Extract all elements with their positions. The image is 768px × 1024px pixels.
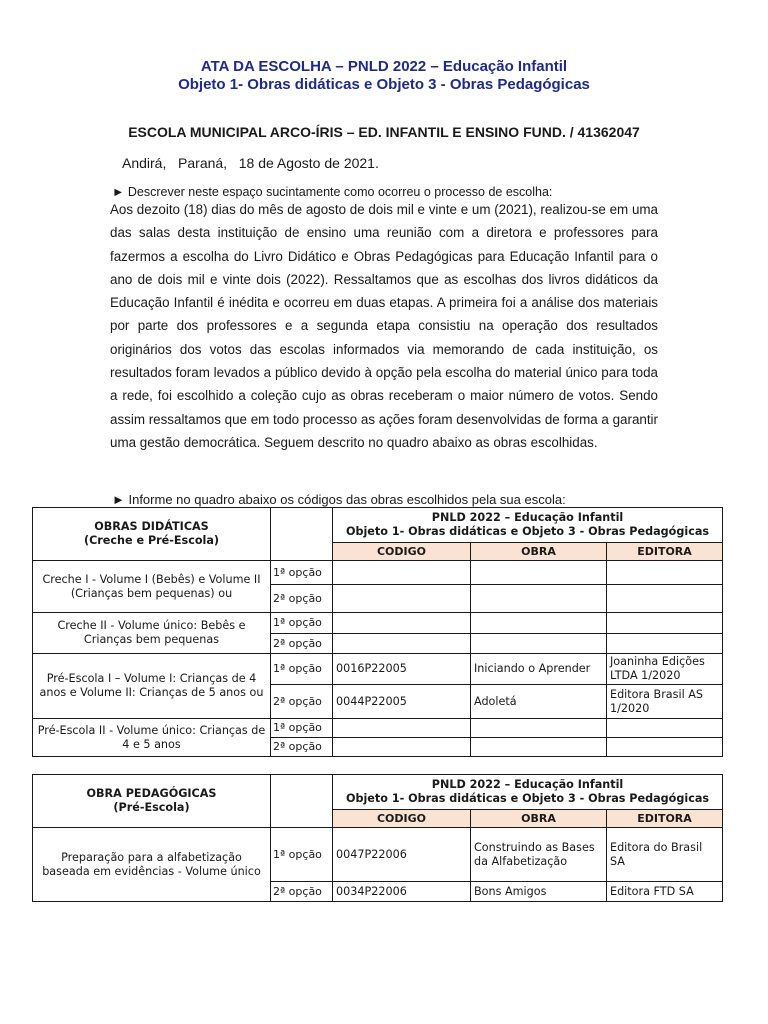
- codigo-cell: 0034P22006: [333, 882, 471, 902]
- codigo-cell: [333, 585, 471, 613]
- codigo-cell: [333, 613, 471, 634]
- work-name: Pré-Escola II - Volume único: Crianças de 4 e 5 anos: [33, 719, 271, 757]
- process-instruction: ► Descrever neste espaço sucintamente como ocorreu o processo de escolha:: [112, 185, 553, 199]
- obra-cell: [471, 613, 607, 634]
- editora-cell: Editora FTD SA: [607, 882, 723, 902]
- pnld-header-line1: PNLD 2022 – Educação Infantil: [431, 511, 624, 524]
- option-label: 2ª opção: [271, 738, 333, 757]
- obra-cell: Bons Amigos: [471, 882, 607, 902]
- editora-cell: [607, 719, 723, 738]
- pnld-header: [333, 508, 723, 543]
- table-row: [33, 828, 723, 882]
- pedagogical-works-table: [32, 774, 723, 902]
- table-row: [33, 719, 723, 738]
- col-editora: EDITORA: [607, 543, 723, 561]
- codigo-cell: 0047P22006: [333, 828, 471, 882]
- work-name: Preparação para a alfabetização baseada em evidências - Volume único: [33, 828, 271, 902]
- codigo-cell: 0016P22005: [333, 654, 471, 685]
- editora-cell: [607, 738, 723, 757]
- didactic-section-header: [33, 508, 271, 561]
- col-editora: EDITORA: [607, 810, 723, 828]
- option-label: 1ª opção: [271, 561, 333, 585]
- editora-cell: [607, 561, 723, 585]
- process-description: Aos dezoito (18) dias do mês de agosto de dois mil e vinte e um (2021), realizou-se em uma das salas desta instituição de ensino uma reunião com a diretora e professores para fazermos a escolha do Livro Didático e Obras Pedagógicas para Educação Infantil para o ano de dois mil e vinte dois (2022). Ressaltamos que as escolhas dos livros didáticos da Educação Infantil é inédita e ocorreu em duas etapas. A primeira foi a análise dos materiais por parte dos professores e a segunda etapa consistiu na operação dos resultados originários dos votos das escolas informados via memorando de cada instituição, os resultados foram levados a público devido à opção pela escolha do material único para toda a rede, foi escolhido a coleção cujo as obras receberam o maior número de votos. Sendo assim ressaltamos que em todo processo as ações foram desenvolvidas de forma a garantir uma gestão democrática. Seguem descrito no quadro abaixo as obras escolhidas.: [110, 202, 658, 450]
- codigo-cell: [333, 719, 471, 738]
- option-label: 1ª opção: [271, 719, 333, 738]
- option-label: 2ª opção: [271, 685, 333, 719]
- pedagogical-section-title: OBRA PEDAGÓGICAS: [86, 787, 217, 800]
- table-row: [33, 654, 723, 685]
- work-name: Creche II - Volume único: Bebês e Crianças bem pequenas: [33, 613, 271, 654]
- obra-cell: [471, 738, 607, 757]
- col-obra: OBRA: [471, 543, 607, 561]
- empty-cell: [271, 508, 333, 561]
- editora-cell: [607, 634, 723, 654]
- obra-cell: [471, 719, 607, 738]
- codigo-cell: [333, 738, 471, 757]
- empty-cell: [271, 775, 333, 828]
- didactic-section-subtitle: (Creche e Pré-Escola): [83, 534, 220, 547]
- pnld-header-line2: Objeto 1- Obras didáticas e Objeto 3 - Obras Pedagógicas: [345, 525, 710, 538]
- codigo-cell: [333, 634, 471, 654]
- option-label: 1ª opção: [271, 828, 333, 882]
- school-name: ESCOLA MUNICIPAL ARCO-ÍRIS – ED. INFANTIL E ENSINO FUND. / 41362047: [128, 124, 640, 140]
- obra-cell: [471, 561, 607, 585]
- pedagogical-section-header: [33, 775, 271, 828]
- pnld-header-line2: Objeto 1- Obras didáticas e Objeto 3 - Obras Pedagógicas: [345, 792, 710, 805]
- col-obra: OBRA: [471, 810, 607, 828]
- option-label: 2ª opção: [271, 882, 333, 902]
- col-codigo: CODIGO: [333, 810, 471, 828]
- editora-cell: [607, 585, 723, 613]
- didactic-works-table: [32, 507, 723, 757]
- col-codigo: CODIGO: [333, 543, 471, 561]
- option-label: 2ª opção: [271, 634, 333, 654]
- table-row: [33, 613, 723, 634]
- work-name: Pré-Escola I – Volume I: Crianças de 4 anos e Volume II: Crianças de 5 anos ou: [33, 654, 271, 719]
- obra-cell: Construindo as Bases da Alfabetização: [471, 828, 607, 882]
- option-label: 1ª opção: [271, 613, 333, 634]
- codes-instruction: ► Informe no quadro abaixo os códigos das obras escolhidos pela sua escola:: [112, 492, 566, 507]
- option-label: 1ª opção: [271, 654, 333, 685]
- didactic-section-title: OBRAS DIDÁTICAS: [94, 520, 209, 533]
- document-subtitle: Objeto 1- Obras didáticas e Objeto 3 - Obras Pedagógicas: [178, 76, 590, 93]
- codigo-cell: 0044P22005: [333, 685, 471, 719]
- place-date: Andirá, Paraná, 18 de Agosto de 2021.: [122, 155, 379, 171]
- editora-cell: Editora do Brasil SA: [607, 828, 723, 882]
- editora-cell: Joaninha Edições LTDA 1/2020: [607, 654, 723, 685]
- obra-cell: [471, 585, 607, 613]
- editora-cell: [607, 613, 723, 634]
- pnld-header: [333, 775, 723, 810]
- codigo-cell: [333, 561, 471, 585]
- editora-cell: Editora Brasil AS 1/2020: [607, 685, 723, 719]
- obra-cell: Iniciando o Aprender: [471, 654, 607, 685]
- document-title: ATA DA ESCOLHA – PNLD 2022 – Educação Infantil: [200, 58, 568, 75]
- table-row: [33, 561, 723, 585]
- work-name: Creche I - Volume I (Bebês) e Volume II (Crianças bem pequenas) ou: [33, 561, 271, 613]
- pnld-header-line1: PNLD 2022 – Educação Infantil: [431, 778, 624, 791]
- pedagogical-section-subtitle: (Pré-Escola): [113, 801, 190, 814]
- obra-cell: [471, 634, 607, 654]
- obra-cell: Adoletá: [471, 685, 607, 719]
- option-label: 2ª opção: [271, 585, 333, 613]
